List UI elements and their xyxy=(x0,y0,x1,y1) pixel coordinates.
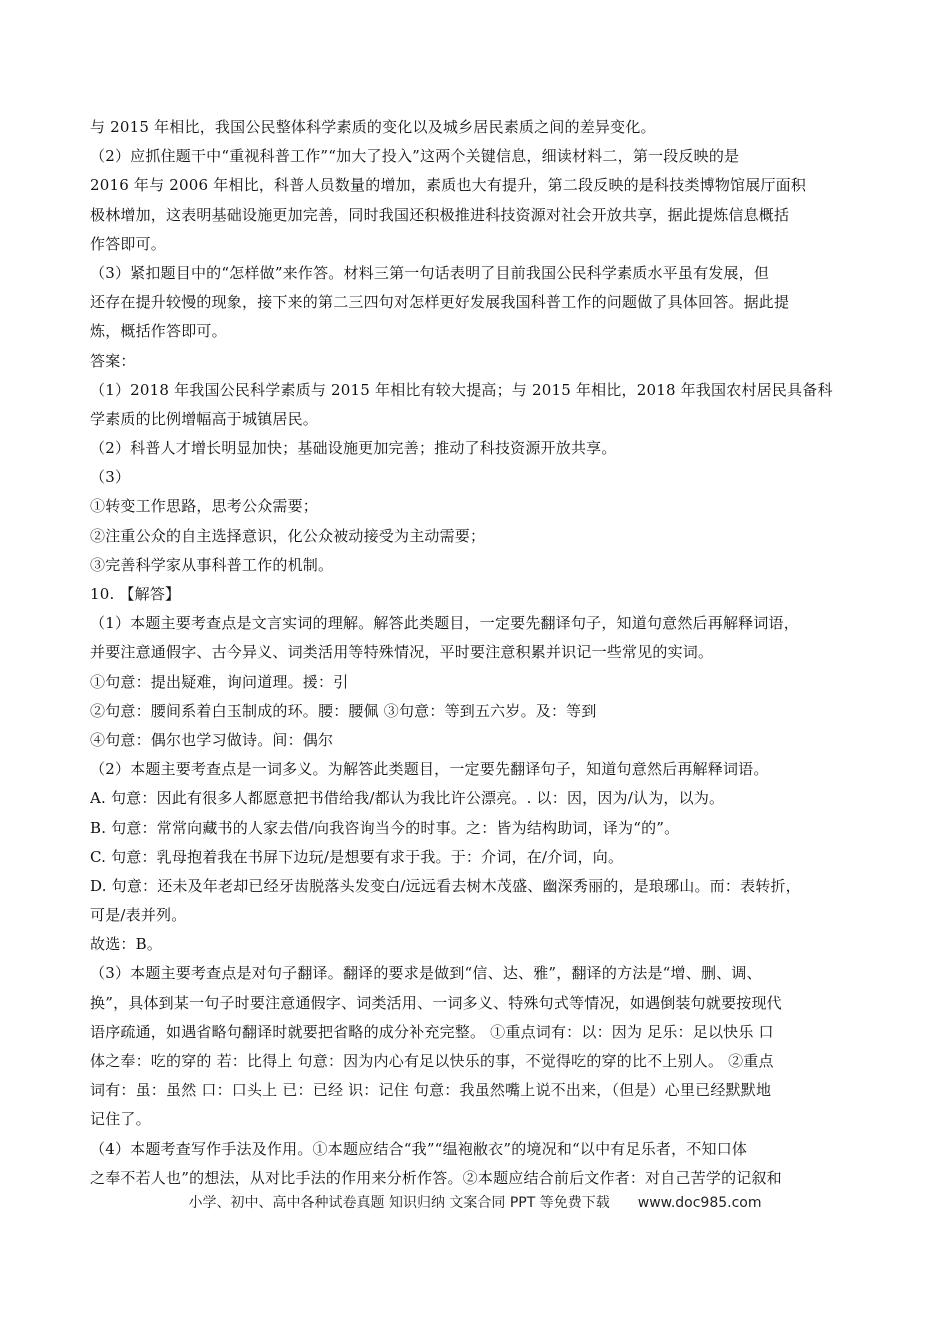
page-footer xyxy=(0,1192,950,1212)
text-line: （2）应抓住题干中“重视科普工作”“加大了投入”这两个关键信息，细读材料二，第一段反映的是 xyxy=(90,147,740,166)
text-line: 语序疏通，如遇省略句翻译时就要把省略的成分补充完整。 ①重点词有：以：因为 足乐：足以快乐 口 xyxy=(90,1022,774,1041)
text-line: ②句意：腰间系着白玉制成的环。腰：腰佩 ③句意：等到五六岁。及：等到 xyxy=(90,701,597,720)
text-line: 2016 年与 2006 年相比，科普人员数量的增加，素质也大有提升，第二段反映的是科技类博物馆展厅面积 xyxy=(90,176,807,195)
text-line: 换”，具体到某一句子时要注意通假字、词类活用、一词多义、特殊句式等情况，如遇倒装句就要按现代 xyxy=(90,993,782,1012)
text-line: （3）紧扣题目中的“怎样做”来作答。材料三第一句话表明了目前我国公民科学素质水平虽有发展，但 xyxy=(90,263,770,282)
text-line: 极林增加，这表明基础设施更加完善，同时我国还积极推进科技资源对社会开放共享，据此提炼信息概括 xyxy=(90,205,790,224)
text-line: 并要注意通假字、古今异义、词类活用等特殊情况，平时要注意积累并识记一些常见的实词。 xyxy=(90,643,714,662)
text-line: 与 2015 年相比，我国公民整体科学素质的变化以及城乡居民素质之间的差异变化。 xyxy=(90,118,656,136)
text-line: B. 句意：常常向藏书的人家去借/向我咨询当今的时事。之：皆为结构助词，译为“的”。 xyxy=(90,818,680,837)
text-line: 炼，概括作答即可。 xyxy=(90,322,227,341)
text-line: ②注重公众的自主选择意识，化公众被动接受为主动需要； xyxy=(90,526,486,545)
text-line: 体之奉：吃的穿的 若：比得上 句意：因为内心有足以快乐的事，不觉得吃的穿的比不上别人。 ②重点 xyxy=(90,1052,774,1070)
text-line: 答案： xyxy=(90,351,136,370)
text-line: 学素质的比例增幅高于城镇居民。 xyxy=(90,409,319,428)
text-line: 10. 【解答】 xyxy=(90,585,181,603)
text-line: （1）2018 年我国公民科学素质与 2015 年相比有较大提高；与 2015 年相比，2018 年我国农村居民具备科 xyxy=(90,380,833,399)
text-line: （1）本题主要考查点是文言实词的理解。解答此类题目，一定要先翻译句子，知道句意然后再解释词语， xyxy=(90,614,799,633)
text-line: （2）本题主要考查点是一词多义。为解答此类题目，一定要先翻译句子，知道句意然后再解释词语。 xyxy=(90,760,769,779)
text-line: ④句意：偶尔也学习做诗。间：偶尔 xyxy=(90,730,334,749)
text-line: ①句意：提出疑难，询问道理。援：引 xyxy=(90,672,349,691)
text-line: （2）科普人才增长明显加快；基础设施更加完善；推动了科技资源开放共享。 xyxy=(90,439,617,458)
text-line: 故选：B。 xyxy=(90,935,163,954)
text-line: （3）本题主要考查点是对句子翻译。翻译的要求是做到“信、达、雅”，翻译的方法是“增、删、调、 xyxy=(90,964,762,983)
text-line: ①转变工作思路，思考公众需要； xyxy=(90,497,319,516)
text-line: 可是/表并列。 xyxy=(90,906,187,925)
text-line: 之奉不若人也”的想法，从对比手法的作用来分析作答。②本题应结合前后文作者：对自己苦学的记叙和 xyxy=(90,1168,782,1187)
text-line: 作答即可。 xyxy=(90,234,167,253)
text-line: ③完善科学家从事科普工作的机制。 xyxy=(90,555,334,574)
text-line: （3） xyxy=(90,468,131,487)
text-line: 还存在提升较慢的现象，接下来的第二三四句对怎样更好发展我国科普工作的问题做了具体回答。据此提 xyxy=(90,293,790,312)
text-line: 记住了。 xyxy=(90,1110,151,1129)
text-line: （4）本题考查写作手法及作用。①本题应结合“我”“缊袍敝衣”的境况和“以中有足乐者，不知口体 xyxy=(90,1139,748,1158)
answer-content xyxy=(90,113,870,1193)
text-line: C. 句意：乳母抱着我在书屏下边玩/是想要有求于我。于：介词，在/介词，向。 xyxy=(90,847,624,866)
footer-website[interactable]: www.doc985.com xyxy=(637,1195,762,1211)
text-line: 词有：虽：虽然 口：口头上 已：已经 识：记住 句意：我虽然嘴上说不出来，（但是）心里已经默默地 xyxy=(90,1081,772,1100)
text-line: A. 句意：因此有很多人都愿意把书借给我/都认为我比许公漂亮。. 以：因，因为/认为，以为。 xyxy=(90,789,725,808)
footer-text: 小学、初中、高中各种试卷真题 知识归纳 文案合同 PPT 等免费下载 xyxy=(188,1195,610,1211)
text-line: D. 句意：还未及年老却已经牙齿脱落头发变白/远远看去树木茂盛、幽深秀丽的，是琅琊山。而：表转折， xyxy=(90,876,801,895)
